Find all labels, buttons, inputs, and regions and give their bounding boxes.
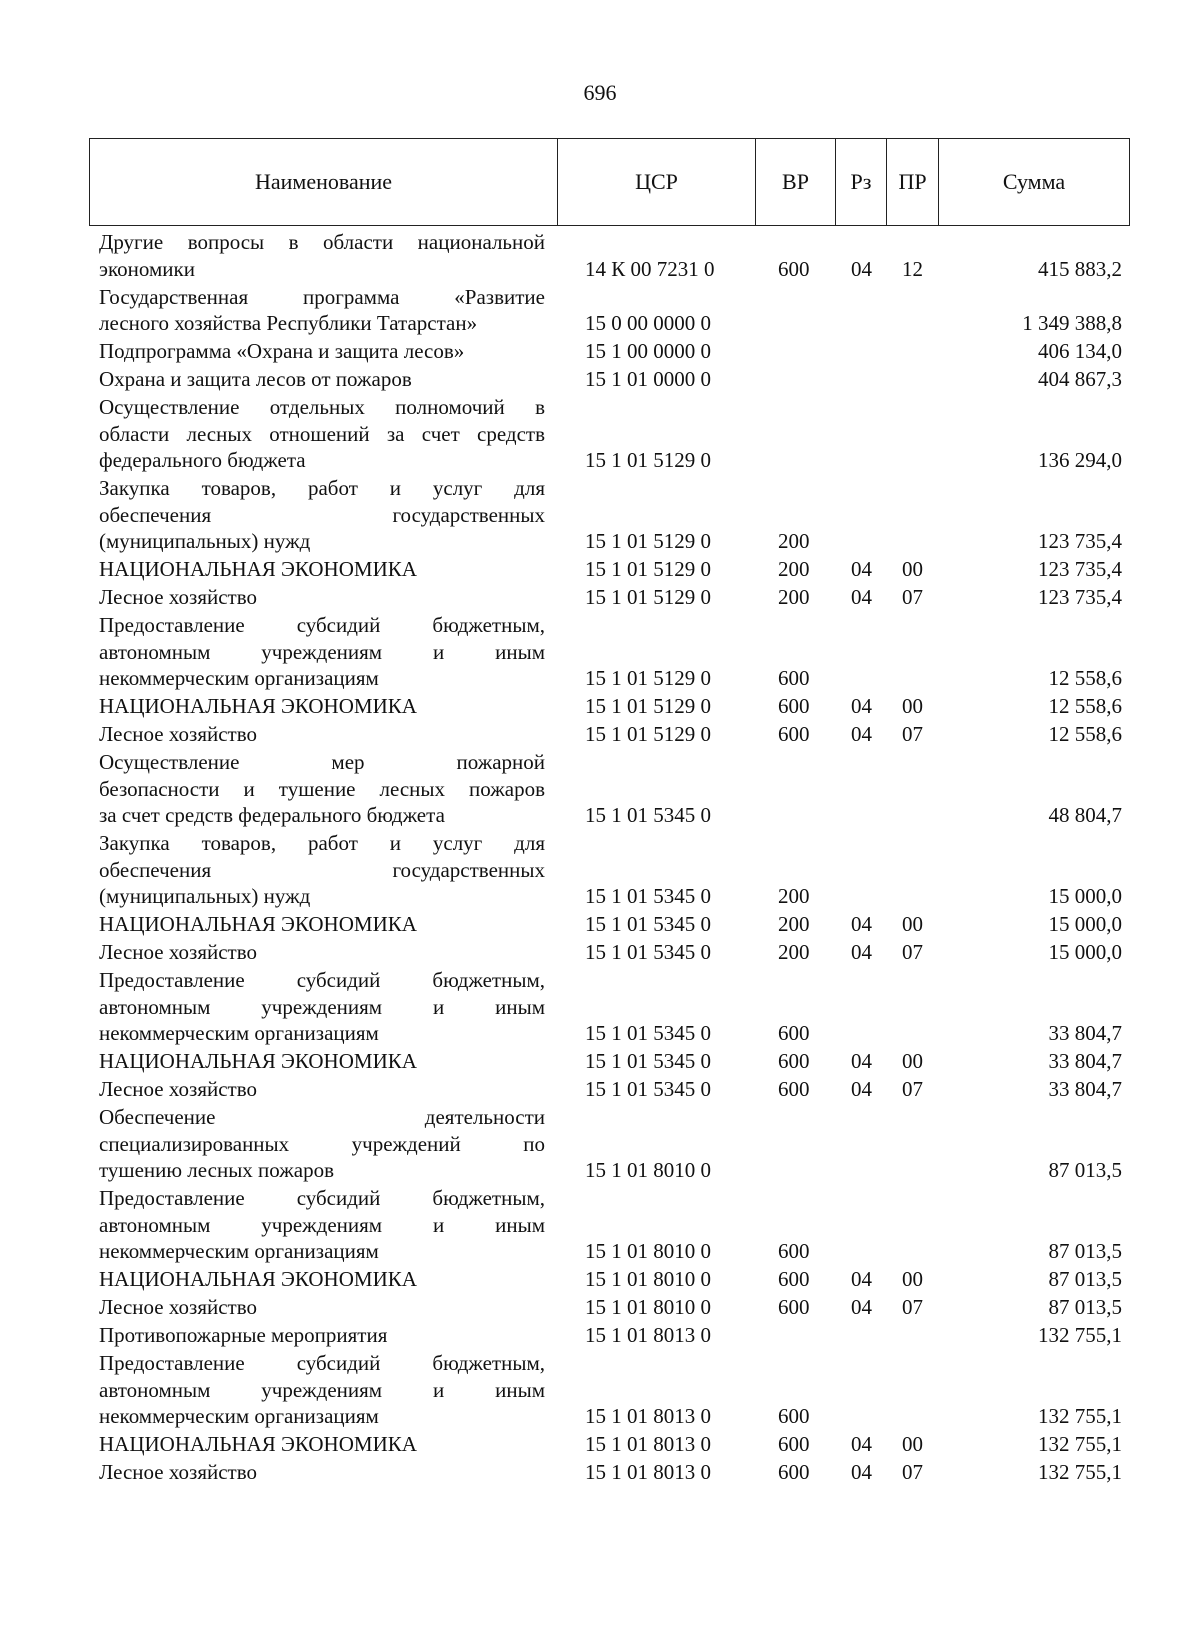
row-values [0, 256, 1200, 283]
row-name-line: Осуществление мер пожарной [99, 750, 545, 774]
row-name-line: Лесное хозяйство [99, 585, 257, 609]
row-values [0, 693, 1200, 720]
row-name-line: некоммерческим организациям [99, 1021, 379, 1045]
row-values [0, 556, 1200, 583]
row-name-line: некоммерческим организациям [99, 1404, 379, 1428]
row-csr: 15 1 01 5345 0 [585, 912, 711, 936]
row-rz: 04 [851, 256, 872, 281]
row-vr: 600 [778, 1049, 810, 1073]
row-vr: 200 [778, 557, 810, 581]
row-name-line: (муниципальных) нужд [99, 884, 311, 908]
table-row [0, 475, 1200, 555]
table-row [0, 967, 1200, 1047]
row-name-line: автономным учреждениям и иным [99, 1377, 545, 1402]
row-pr: 00 [902, 1049, 923, 1073]
row-csr: 15 1 00 0000 0 [585, 339, 711, 363]
row-values [0, 584, 1200, 611]
table-row [0, 612, 1200, 692]
row-csr: 15 1 01 8013 0 [585, 1432, 711, 1456]
row-sum: 87 013,5 [1048, 1295, 1122, 1319]
table-row [0, 693, 1200, 720]
row-csr: 15 1 01 8010 0 [585, 1239, 711, 1263]
row-vr: 200 [778, 585, 810, 609]
table-row [0, 1322, 1200, 1349]
row-rz: 04 [851, 940, 872, 964]
table-row [0, 1294, 1200, 1321]
table-row [0, 1350, 1200, 1430]
row-vr: 600 [778, 1021, 810, 1045]
row-sum: 136 294,0 [1038, 448, 1122, 472]
row-name-line: Подпрограмма «Охрана и защита лесов» [99, 339, 465, 363]
header-sum: Сумма [1002, 169, 1066, 194]
row-sum: 15 000,0 [1048, 884, 1122, 908]
row-name-line: НАЦИОНАЛЬНАЯ ЭКОНОМИКА [99, 1432, 417, 1456]
row-name-line: Лесное хозяйство [99, 722, 257, 746]
row-sum: 33 804,7 [1048, 1049, 1122, 1073]
row-name-line: Предоставление субсидий бюджетным, [99, 968, 545, 992]
row-values [0, 338, 1200, 365]
row-sum: 1 349 388,8 [1022, 311, 1122, 335]
table-row [0, 338, 1200, 365]
row-sum: 15 000,0 [1048, 940, 1122, 964]
row-pr: 00 [902, 557, 923, 581]
row-vr: 600 [778, 256, 810, 281]
table-row [0, 366, 1200, 393]
row-sum: 87 013,5 [1048, 1267, 1122, 1291]
row-sum: 12 558,6 [1048, 666, 1122, 690]
row-csr: 15 1 01 5345 0 [585, 1021, 711, 1045]
row-values [0, 447, 1200, 474]
row-vr: 600 [778, 1239, 810, 1263]
row-name-line: Предоставление субсидий бюджетным, [99, 1351, 545, 1375]
row-name-line: некоммерческим организациям [99, 666, 379, 690]
row-sum: 123 735,4 [1038, 557, 1122, 581]
row-vr: 600 [778, 1404, 810, 1428]
row-csr: 15 1 01 8013 0 [585, 1460, 711, 1484]
row-name-line: НАЦИОНАЛЬНАЯ ЭКОНОМИКА [99, 1049, 417, 1073]
row-name-line: за счет средств федерального бюджета [99, 803, 445, 827]
row-pr: 00 [902, 912, 923, 936]
header-csr: ЦСР [558, 139, 756, 225]
row-vr: 600 [778, 722, 810, 746]
row-name-line: Противопожарные мероприятия [99, 1323, 388, 1347]
row-name-line: Осуществление отдельных полномочий в [99, 395, 545, 419]
row-sum: 15 000,0 [1048, 912, 1122, 936]
row-csr: 15 1 01 5345 0 [585, 803, 711, 827]
row-name-line: обеспечения государственных [99, 857, 545, 882]
row-sum: 123 735,4 [1038, 585, 1122, 609]
row-name-line: Лесное хозяйство [99, 940, 257, 964]
row-values [0, 1157, 1200, 1184]
row-csr: 15 1 01 5129 0 [585, 722, 711, 746]
row-name-line: Охрана и защита лесов от пожаров [99, 367, 412, 391]
row-values [0, 1020, 1200, 1047]
row-pr: 07 [902, 940, 923, 964]
row-name-line: Обеспечение деятельности [99, 1105, 545, 1129]
row-sum: 132 755,1 [1038, 1432, 1122, 1456]
row-values [0, 802, 1200, 829]
table-row [0, 939, 1200, 966]
row-csr: 15 1 01 5129 0 [585, 448, 711, 472]
table-row [0, 1185, 1200, 1265]
row-sum: 12 558,6 [1048, 694, 1122, 718]
row-csr: 15 1 01 8013 0 [585, 1404, 711, 1428]
row-name-line: Закупка товаров, работ и услуг для [99, 476, 545, 500]
row-sum: 33 804,7 [1048, 1021, 1122, 1045]
row-values [0, 528, 1200, 555]
table-row [0, 284, 1200, 337]
row-rz: 04 [851, 1077, 872, 1101]
row-values [0, 1403, 1200, 1430]
row-name-line: некоммерческим организациям [99, 1239, 379, 1263]
row-rz: 04 [851, 912, 872, 936]
row-values [0, 883, 1200, 910]
header-name: Наименование [90, 139, 558, 225]
row-sum: 12 558,6 [1048, 722, 1122, 746]
row-name-line: Лесное хозяйство [99, 1295, 257, 1319]
row-name-line: НАЦИОНАЛЬНАЯ ЭКОНОМИКА [99, 912, 417, 936]
row-vr: 200 [778, 912, 810, 936]
row-name-line: автономным учреждениям и иным [99, 639, 545, 664]
row-vr: 200 [778, 940, 810, 964]
row-name-line: автономным учреждениям и иным [99, 1212, 545, 1237]
row-name-line: экономики [99, 256, 195, 281]
row-pr: 07 [902, 585, 923, 609]
row-csr: 15 1 01 5129 0 [585, 666, 711, 690]
row-vr: 600 [778, 1077, 810, 1101]
row-name-line: Предоставление субсидий бюджетным, [99, 1186, 545, 1210]
row-rz: 04 [851, 1267, 872, 1291]
row-name-line: автономным учреждениям и иным [99, 994, 545, 1019]
row-pr: 00 [902, 694, 923, 718]
header-rz: Рз [836, 139, 887, 225]
row-name-line: лесного хозяйства Республики Татарстан» [99, 311, 478, 335]
row-name-line: федерального бюджета [99, 448, 306, 472]
row-pr: 07 [902, 1460, 923, 1484]
row-sum: 404 867,3 [1038, 367, 1122, 391]
table-row [0, 1459, 1200, 1486]
row-csr: 15 1 01 5129 0 [585, 585, 711, 609]
row-csr: 15 1 01 5129 0 [585, 694, 711, 718]
row-rz: 04 [851, 1432, 872, 1456]
table-row [0, 1431, 1200, 1458]
row-sum: 33 804,7 [1048, 1077, 1122, 1101]
table-row [0, 584, 1200, 611]
row-sum: 132 755,1 [1038, 1323, 1122, 1347]
row-name-line: НАЦИОНАЛЬНАЯ ЭКОНОМИКА [99, 1267, 417, 1291]
row-csr: 15 1 01 8010 0 [585, 1295, 711, 1319]
row-values [0, 721, 1200, 748]
row-name-line: Другие вопросы в области национальной [99, 230, 545, 254]
table-row [0, 830, 1200, 910]
row-sum: 132 755,1 [1038, 1404, 1122, 1428]
row-csr: 15 1 01 5345 0 [585, 1049, 711, 1073]
row-name-line: Государственная программа «Развитие [99, 284, 545, 309]
row-name-line: НАЦИОНАЛЬНАЯ ЭКОНОМИКА [99, 557, 417, 581]
row-rz: 04 [851, 557, 872, 581]
row-values [0, 1431, 1200, 1458]
table-row [0, 1048, 1200, 1075]
table-header [89, 138, 1130, 226]
row-rz: 04 [851, 1295, 872, 1319]
table-row [0, 1266, 1200, 1293]
row-vr: 600 [778, 694, 810, 718]
row-vr: 600 [778, 1295, 810, 1319]
row-name-line: Закупка товаров, работ и услуг для [99, 831, 545, 855]
row-rz: 04 [851, 585, 872, 609]
row-name-line: (муниципальных) нужд [99, 529, 311, 553]
table-row [0, 556, 1200, 583]
row-name-line: специализированных учреждений по [99, 1131, 545, 1156]
row-sum: 87 013,5 [1048, 1158, 1122, 1182]
row-csr: 15 1 01 8010 0 [585, 1158, 711, 1182]
row-sum: 132 755,1 [1038, 1460, 1122, 1484]
row-name-line: Предоставление субсидий бюджетным, [99, 613, 545, 637]
row-rz: 04 [851, 1460, 872, 1484]
row-pr: 00 [902, 1432, 923, 1456]
row-values [0, 310, 1200, 337]
row-values [0, 1459, 1200, 1486]
table-row [0, 229, 1200, 282]
header-vr: ВР [756, 139, 836, 225]
table-row [0, 1104, 1200, 1184]
row-vr: 600 [778, 1267, 810, 1291]
row-sum: 406 134,0 [1038, 339, 1122, 363]
page-number: 696 [583, 80, 617, 105]
table-row [0, 749, 1200, 829]
row-csr: 15 1 01 5345 0 [585, 940, 711, 964]
row-pr: 00 [902, 1267, 923, 1291]
header-pr: ПР [887, 139, 939, 225]
row-rz: 04 [851, 1049, 872, 1073]
row-values [0, 939, 1200, 966]
row-name-line: области лесных отношений за счет средств [99, 421, 545, 446]
row-csr: 15 1 01 5129 0 [585, 529, 711, 553]
row-vr: 200 [778, 884, 810, 908]
row-values [0, 1048, 1200, 1075]
row-vr: 200 [778, 529, 810, 553]
row-values [0, 1294, 1200, 1321]
row-pr: 07 [902, 1077, 923, 1101]
table-row [0, 1076, 1200, 1103]
row-csr: 15 1 01 8013 0 [585, 1323, 711, 1347]
row-name-line: Лесное хозяйство [99, 1460, 257, 1484]
row-sum: 123 735,4 [1038, 529, 1122, 553]
row-rz: 04 [851, 694, 872, 718]
row-pr: 12 [902, 256, 923, 281]
row-pr: 07 [902, 722, 923, 746]
row-name-line: Лесное хозяйство [99, 1077, 257, 1101]
row-values [0, 366, 1200, 393]
row-csr: 15 1 01 8010 0 [585, 1267, 711, 1291]
row-vr: 600 [778, 1432, 810, 1456]
row-sum: 87 013,5 [1048, 1239, 1122, 1263]
row-csr: 15 1 01 0000 0 [585, 367, 711, 391]
row-rz: 04 [851, 722, 872, 746]
row-values [0, 1322, 1200, 1349]
table-row [0, 721, 1200, 748]
row-values [0, 1076, 1200, 1103]
row-values [0, 1238, 1200, 1265]
row-values [0, 911, 1200, 938]
row-vr: 600 [778, 666, 810, 690]
row-csr: 15 0 00 0000 0 [585, 311, 711, 335]
row-name-line: НАЦИОНАЛЬНАЯ ЭКОНОМИКА [99, 694, 417, 718]
row-csr: 15 1 01 5345 0 [585, 1077, 711, 1101]
table-row [0, 911, 1200, 938]
row-name-line: обеспечения государственных [99, 502, 545, 527]
row-sum: 415 883,2 [1038, 256, 1122, 281]
row-name-line: безопасности и тушение лесных пожаров [99, 776, 545, 801]
row-values [0, 1266, 1200, 1293]
table-body [0, 229, 1200, 1486]
table-row [0, 394, 1200, 474]
row-vr: 600 [778, 1460, 810, 1484]
row-pr: 07 [902, 1295, 923, 1319]
row-csr: 14 К 00 7231 0 [585, 256, 715, 281]
row-sum: 48 804,7 [1048, 803, 1122, 827]
row-csr: 15 1 01 5345 0 [585, 884, 711, 908]
row-csr: 15 1 01 5129 0 [585, 557, 711, 581]
row-values [0, 665, 1200, 692]
row-name-line: тушению лесных пожаров [99, 1158, 335, 1182]
